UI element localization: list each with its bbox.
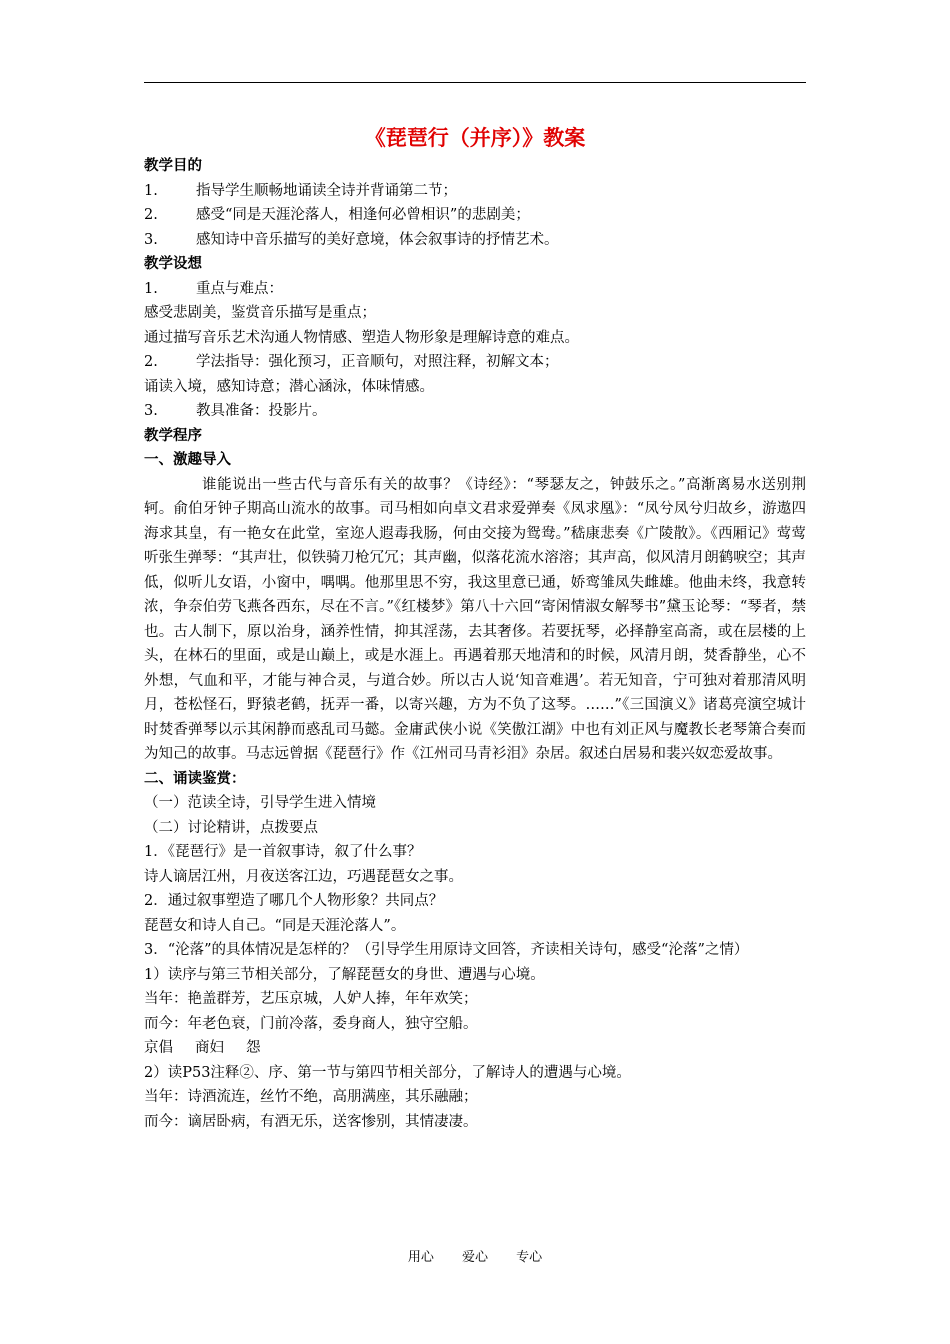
text-line: （二）讨论精讲，点拨要点 bbox=[144, 819, 318, 836]
keyword: 怨 bbox=[246, 1040, 261, 1056]
text-line: 2．通过叙事塑造了哪几个人物形象？共同点？ bbox=[144, 893, 444, 909]
section-heading: 二、诵读鉴赏： bbox=[144, 769, 246, 787]
footer-word: 专心 bbox=[516, 1250, 543, 1265]
objective-item bbox=[144, 203, 806, 228]
text-line: 琵琶女和诗人自己。“同是天涯沦落人”。 bbox=[144, 917, 406, 934]
design-heading: 教学设想 bbox=[144, 255, 202, 272]
design-text: 诵读入境，感知诗意；潜心涵泳，体味情感。 bbox=[144, 378, 434, 395]
design-item bbox=[144, 350, 806, 375]
item-text: 教具准备：投影片。 bbox=[196, 403, 327, 419]
text-line: 当年：艳盖群芳，艺压京城，人妒人捧，年年欢笑； bbox=[144, 991, 478, 1007]
text-line: 2）读P53注释②、序、第一节与第四节相关部分，了解诗人的遭遇与心境。 bbox=[144, 1064, 631, 1081]
objectives-heading: 教学目的 bbox=[144, 157, 202, 174]
item-number: 3. bbox=[144, 403, 158, 419]
header-rule bbox=[144, 82, 806, 83]
item-text: 重点与难点： bbox=[196, 280, 283, 297]
text-line: （一）范读全诗，引导学生进入情境 bbox=[144, 795, 376, 811]
item-text: 学法指导：强化预习，正音顺句，对照注释，初解文本； bbox=[196, 354, 559, 370]
objective-item bbox=[144, 228, 806, 253]
text-line: 诗人谪居江州，月夜送客江边，巧遇琵琶女之事。 bbox=[144, 868, 463, 885]
keywords-line bbox=[144, 1036, 806, 1061]
design-text: 感受悲剧美，鉴赏音乐描写是重点； bbox=[144, 305, 376, 321]
item-number: 3. bbox=[144, 231, 158, 248]
footer-word: 用心 bbox=[407, 1250, 434, 1265]
page-footer bbox=[0, 1249, 950, 1267]
item-text: 感受“同是天涯沦落人，相逢何必曾相识”的悲剧美； bbox=[196, 207, 530, 223]
text-line: 而今：年老色衰，门前冷落，委身商人，独守空船。 bbox=[144, 1015, 478, 1032]
design-item bbox=[144, 399, 806, 424]
footer-word: 爱心 bbox=[461, 1250, 488, 1265]
question-three: 3．“沦落”的具体情况是怎样的？（引导学生用原诗文回答，齐读相关诗句，感受“沦落”之情） bbox=[144, 942, 749, 958]
intro-paragraph: 谁能说出一些古代与音乐有关的故事？《诗经》：“琴瑟友之，钟鼓乐之。”高渐离易水送别荆轲。俞伯牙钟子期高山流水的故事。司马相如向卓文君求爱弹奏《凤求凰》：“凤兮凤兮归故乡，游遨四海求其皇，有一艳女在此堂，室迩人遐毒我肠，何由交接为鸳鸯。”嵇康悲奏《广陵散》。《西厢记》莺莺听张生弹琴：“其声壮，似铁骑刀枪冗冗；其声幽，似落花流水溶溶；其声高，似风清月朗鹤唳空；其声低，似听儿女语，小窗中，喁喁。他那里思不穷，我这里意已通，娇鸾雏凤失雌雄。他曲未终，我意转浓，争奈伯劳飞燕各西东，尽在不言。”《红楼梦》第八十六回“寄闲情淑女解琴书”黛玉论琴：“琴者，禁也。古人制下，原以治身，涵养性情，抑其淫荡，去其奢侈。若要抚琴，必择静室高斋，或在层楼的上头，在林石的里面，或是山巅上，或是水涯上。再遇着那天地清和的时候，风清月朗，焚香静坐，心不外想，气血和平，才能与神合灵，与道合妙。所以古人说‘知音难遇’。若无知音，宁可独对着那清风明月，苍松怪石，野猿老鹤，抚弄一番，以寄兴趣，方为不负了这琴。……”《三国演义》诸葛亮演空城计时焚香弹琴以示其闲静而惑乱司马懿。金庸武侠小说《笑傲江湖》中也有刘正风与魔教长老琴箫合奏而为知己的故事。马志远曾据《琵琶行》作《江州司马青衫泪》杂居。叙述白居易和裴兴奴恋爱故事。 bbox=[144, 476, 806, 762]
design-text: 通过描写音乐艺术沟通人物情感、塑造人物形象是理解诗意的难点。 bbox=[144, 329, 579, 346]
text-line: 1）读序与第三节相关部分，了解琵琶女的身世、遭遇与心境。 bbox=[144, 966, 545, 983]
section-heading: 一、激趣导入 bbox=[144, 451, 231, 468]
item-text: 感知诗中音乐描写的美好意境，体会叙事诗的抒情艺术。 bbox=[196, 231, 559, 248]
item-number: 1. bbox=[144, 280, 158, 297]
document-title: 《琵琶行（并序）》教案 bbox=[364, 125, 586, 150]
item-number: 1. bbox=[144, 182, 158, 199]
text-line: 而今：谪居卧病，有酒无乐，送客惨别，其情凄凄。 bbox=[144, 1113, 478, 1130]
procedure-heading: 教学程序 bbox=[144, 426, 202, 444]
document-body bbox=[144, 124, 806, 1134]
keyword: 京倡 bbox=[144, 1040, 173, 1056]
design-item bbox=[144, 277, 806, 302]
keyword: 商妇 bbox=[195, 1040, 224, 1056]
objective-item bbox=[144, 179, 806, 204]
text-line: 当年：诗酒流连，丝竹不绝，高朋满座，其乐融融； bbox=[144, 1089, 478, 1105]
item-text: 指导学生顺畅地诵读全诗并背诵第二节； bbox=[196, 182, 457, 199]
item-number: 2. bbox=[144, 354, 158, 370]
text-line: 1．《琵琶行》是一首叙事诗，叙了什么事？ bbox=[144, 844, 422, 860]
item-number: 2. bbox=[144, 207, 158, 223]
